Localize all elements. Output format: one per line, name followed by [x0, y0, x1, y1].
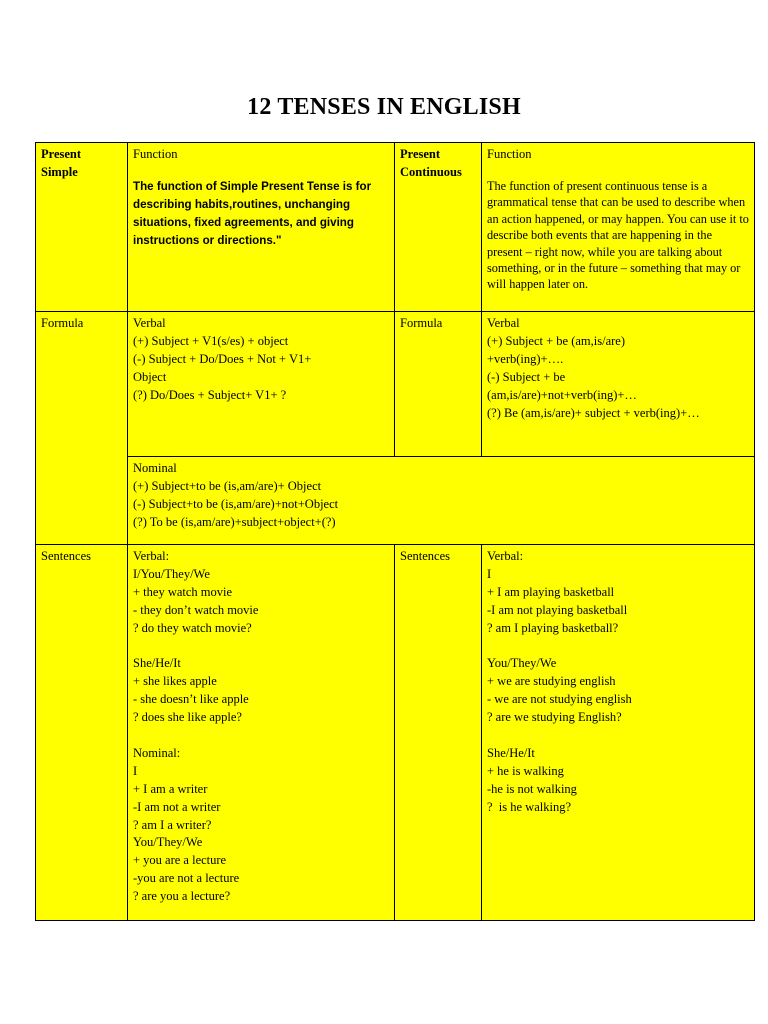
- text-line: ? do they watch movie?: [133, 620, 252, 635]
- present-continuous-heading: [395, 143, 482, 312]
- text-line: Verbal: [133, 316, 166, 330]
- formula-row: [36, 312, 755, 457]
- text-line: + she likes apple: [133, 674, 217, 689]
- text-line: I/You/They/We: [133, 566, 210, 581]
- present-simple-nominal-formula: [128, 457, 755, 545]
- present-continuous-verbal-formula: [482, 312, 755, 457]
- text-line: She/He/It: [487, 745, 535, 760]
- text-line: (+) Subject+to be (is,am/are)+ Object: [133, 478, 322, 493]
- present-simple-heading: [36, 143, 128, 312]
- text-line: (am,is/are)+not+verb(ing)+…: [487, 387, 637, 402]
- text-line: ? does she like apple?: [133, 710, 242, 725]
- present-simple-function-cell: [128, 143, 395, 312]
- text-line: ? are you a lecture?: [133, 889, 231, 904]
- text-line: + he is walking: [487, 763, 564, 778]
- text-line: - we are not studying english: [487, 692, 632, 707]
- present-simple-sentences-group3: [133, 745, 389, 906]
- present-continuous-sentences-label: Sentences: [395, 545, 482, 921]
- present-continuous-function-cell: [482, 143, 755, 312]
- present-continuous-function-text: The function of present continuous tense is a grammatical tense that can be used to describe when an action happened, or may happen. You can use it to describe both events that are happening in the present – right now, while you are talking about something, or in the future – something that may or will happen later on.: [487, 178, 749, 292]
- text-line: (-) Subject + be: [487, 369, 566, 384]
- nominal-formula-row: [36, 457, 755, 545]
- text-line: -I am not playing basketball: [487, 602, 628, 617]
- text-line: ? are we studying English?: [487, 710, 622, 725]
- present-continuous-sentences-group3: [487, 745, 749, 817]
- text-line: -you are not a lecture: [133, 871, 240, 886]
- present-simple-verbal-formula: [128, 312, 395, 457]
- text-line: (+) Subject + V1(s/es) + object: [133, 333, 289, 348]
- tenses-table: [35, 142, 755, 921]
- text-line: -he is not walking: [487, 781, 577, 796]
- text-line: Object: [133, 369, 167, 384]
- text-line: I: [133, 763, 138, 778]
- sentences-row: [36, 545, 755, 921]
- present-continuous-heading-line2: Continuous: [400, 164, 462, 179]
- text-line: - they don’t watch movie: [133, 602, 259, 617]
- text-line: Verbal:: [133, 549, 170, 563]
- present-simple-formula-label: Formula: [36, 312, 128, 545]
- text-line: She/He/It: [133, 656, 181, 671]
- text-line: (?) To be (is,am/are)+subject+object+(?): [133, 514, 336, 529]
- text-line: (-) Subject + Do/Does + Not + V1+: [133, 351, 312, 366]
- present-simple-function-text: The function of Simple Present Tense is for describing habits,routines, unchanging situations, fixed agreements, and giving instructions or directions.": [133, 179, 372, 247]
- present-simple-sentences: [128, 545, 395, 921]
- present-simple-sentences-label: Sentences: [36, 545, 128, 921]
- text-line: Nominal: [133, 461, 177, 475]
- text-line: ? am I playing basketball?: [487, 620, 619, 635]
- text-line: You/They/We: [487, 656, 557, 671]
- text-line: (+) Subject + be (am,is/are): [487, 333, 626, 348]
- text-line: + we are studying english: [487, 674, 616, 689]
- page-title: 12 TENSES IN ENGLISH: [247, 94, 521, 120]
- text-line: (?) Be (am,is/are)+ subject + verb(ing)+…: [487, 405, 700, 420]
- text-line: ? is he walking?: [487, 799, 572, 814]
- text-line: Nominal:: [133, 745, 181, 760]
- text-line: Verbal: [487, 316, 520, 330]
- text-line: + you are a lecture: [133, 853, 227, 868]
- text-line: + I am playing basketball: [487, 584, 615, 599]
- text-line: ? am I a writer?: [133, 817, 212, 832]
- text-line: (-) Subject+to be (is,am/are)+not+Object: [133, 496, 339, 511]
- present-continuous-heading-line1: Present: [400, 147, 441, 161]
- text-line: (?) Do/Does + Subject+ V1+ ?: [133, 387, 287, 402]
- present-continuous-formula-label: Formula: [395, 312, 482, 457]
- text-line: +verb(ing)+….: [487, 351, 564, 366]
- present-simple-sentences-group2: [133, 655, 389, 727]
- text-line: I: [487, 566, 492, 581]
- present-continuous-function-label: Function: [487, 147, 532, 161]
- present-simple-heading-line1: Present: [41, 147, 82, 161]
- text-line: Verbal:: [487, 549, 524, 563]
- present-continuous-sentences-group1: [487, 548, 749, 638]
- text-line: -I am not a writer: [133, 799, 221, 814]
- text-line: + I am a writer: [133, 781, 208, 796]
- text-line: + they watch movie: [133, 584, 233, 599]
- present-simple-sentences-group1: [133, 548, 389, 638]
- present-simple-function-label: Function: [133, 147, 178, 161]
- present-simple-heading-line2: Simple: [41, 164, 78, 179]
- text-line: - she doesn’t like apple: [133, 692, 249, 707]
- present-continuous-sentences: [482, 545, 755, 921]
- text-line: You/They/We: [133, 835, 203, 850]
- function-row: [36, 143, 755, 312]
- present-continuous-sentences-group2: [487, 655, 749, 727]
